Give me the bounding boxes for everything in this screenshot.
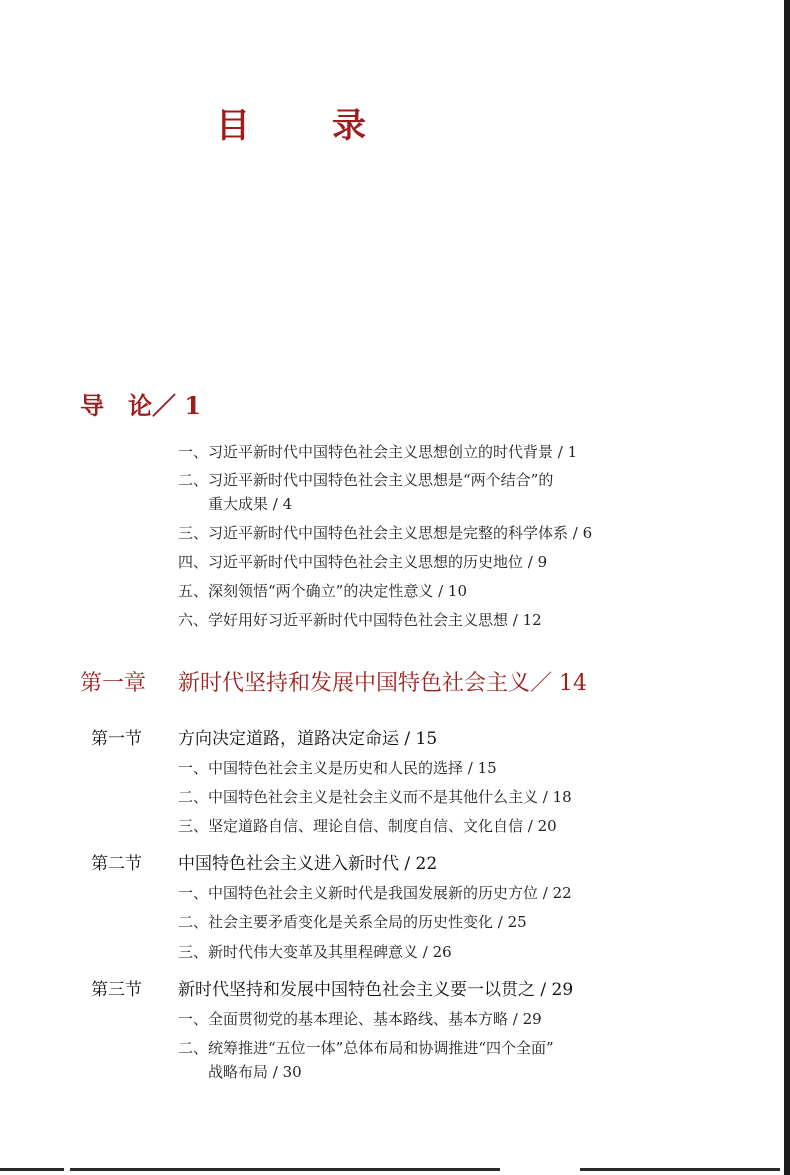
chapter-title[interactable]: 新时代坚持和发展中国特色社会主义／ 14 bbox=[178, 671, 587, 696]
toc-entry[interactable] bbox=[178, 521, 592, 545]
toc-entry[interactable] bbox=[178, 814, 557, 838]
toc-entry-text: 二、社会主要矛盾变化是关系全局的历史性变化 / 25 bbox=[178, 913, 527, 931]
intro-heading: 导 论／ 1 bbox=[80, 391, 202, 420]
toc-entry-text: 三、新时代伟大变革及其里程碑意义 / 26 bbox=[178, 943, 452, 961]
chapter-number: 第一章 bbox=[80, 671, 147, 696]
toc-entry-text: 一、全面贯彻党的基本理论、基本路线、基本方略 / 29 bbox=[178, 1010, 542, 1028]
section-title[interactable]: 方向决定道路，道路决定命运 / 15 bbox=[178, 729, 438, 749]
toc-entry-text: 一、习近平新时代中国特色社会主义思想创立的时代背景 / 1 bbox=[178, 443, 578, 461]
toc-entry-text: 四、习近平新时代中国特色社会主义思想的历史地位 / 9 bbox=[178, 553, 548, 571]
toc-entry-text: 三、习近平新时代中国特色社会主义思想是完整的科学体系 / 6 bbox=[178, 524, 593, 542]
toc-entry-text: 二、中国特色社会主义是社会主义而不是其他什么主义 / 18 bbox=[178, 788, 572, 806]
toc-entry[interactable] bbox=[178, 881, 572, 905]
toc-entry-text: 一、中国特色社会主义新时代是我国发展新的历史方位 / 22 bbox=[178, 884, 572, 902]
section-title[interactable]: 中国特色社会主义进入新时代 / 22 bbox=[178, 854, 438, 874]
toc-entry[interactable] bbox=[178, 756, 497, 780]
bottom-edge-line bbox=[580, 1168, 780, 1171]
toc-entry[interactable] bbox=[178, 579, 467, 603]
toc-entry[interactable] bbox=[178, 785, 572, 809]
section-number: 第三节 bbox=[91, 980, 142, 1000]
toc-entry[interactable] bbox=[178, 910, 527, 934]
toc-entry-continuation: 重大成果 / 4 bbox=[208, 495, 293, 513]
toc-entry[interactable] bbox=[178, 1007, 542, 1031]
page-title: 目 录 bbox=[216, 106, 390, 146]
toc-entry-text: 五、深刻领悟“两个确立”的决定性意义 / 10 bbox=[178, 582, 468, 600]
section-number: 第一节 bbox=[91, 729, 142, 749]
toc-entry-text: 二、统筹推进“五位一体”总体布局和协调推进“四个全面” bbox=[178, 1039, 554, 1057]
section-title[interactable]: 新时代坚持和发展中国特色社会主义要一以贯之 / 29 bbox=[178, 980, 574, 1000]
toc-entry-text: 一、中国特色社会主义是历史和人民的选择 / 15 bbox=[178, 759, 497, 777]
toc-entry[interactable] bbox=[178, 550, 547, 574]
toc-entry[interactable] bbox=[178, 440, 577, 464]
toc-entry-text: 三、坚定道路自信、理论自信、制度自信、文化自信 / 20 bbox=[178, 817, 557, 835]
bottom-edge-line bbox=[70, 1168, 500, 1171]
toc-entry[interactable] bbox=[178, 1036, 554, 1084]
bottom-edge-line bbox=[0, 1168, 64, 1171]
toc-entry[interactable] bbox=[178, 608, 542, 632]
section-number: 第二节 bbox=[91, 854, 142, 874]
page-edge-shadow bbox=[784, 0, 790, 1175]
toc-entry[interactable] bbox=[178, 940, 452, 964]
toc-entry-text: 六、学好用好习近平新时代中国特色社会主义思想 / 12 bbox=[178, 611, 542, 629]
toc-entry-continuation: 战略布局 / 30 bbox=[208, 1063, 302, 1081]
toc-entry[interactable] bbox=[178, 468, 553, 516]
toc-entry-text: 二、习近平新时代中国特色社会主义思想是“两个结合”的 bbox=[178, 471, 554, 489]
